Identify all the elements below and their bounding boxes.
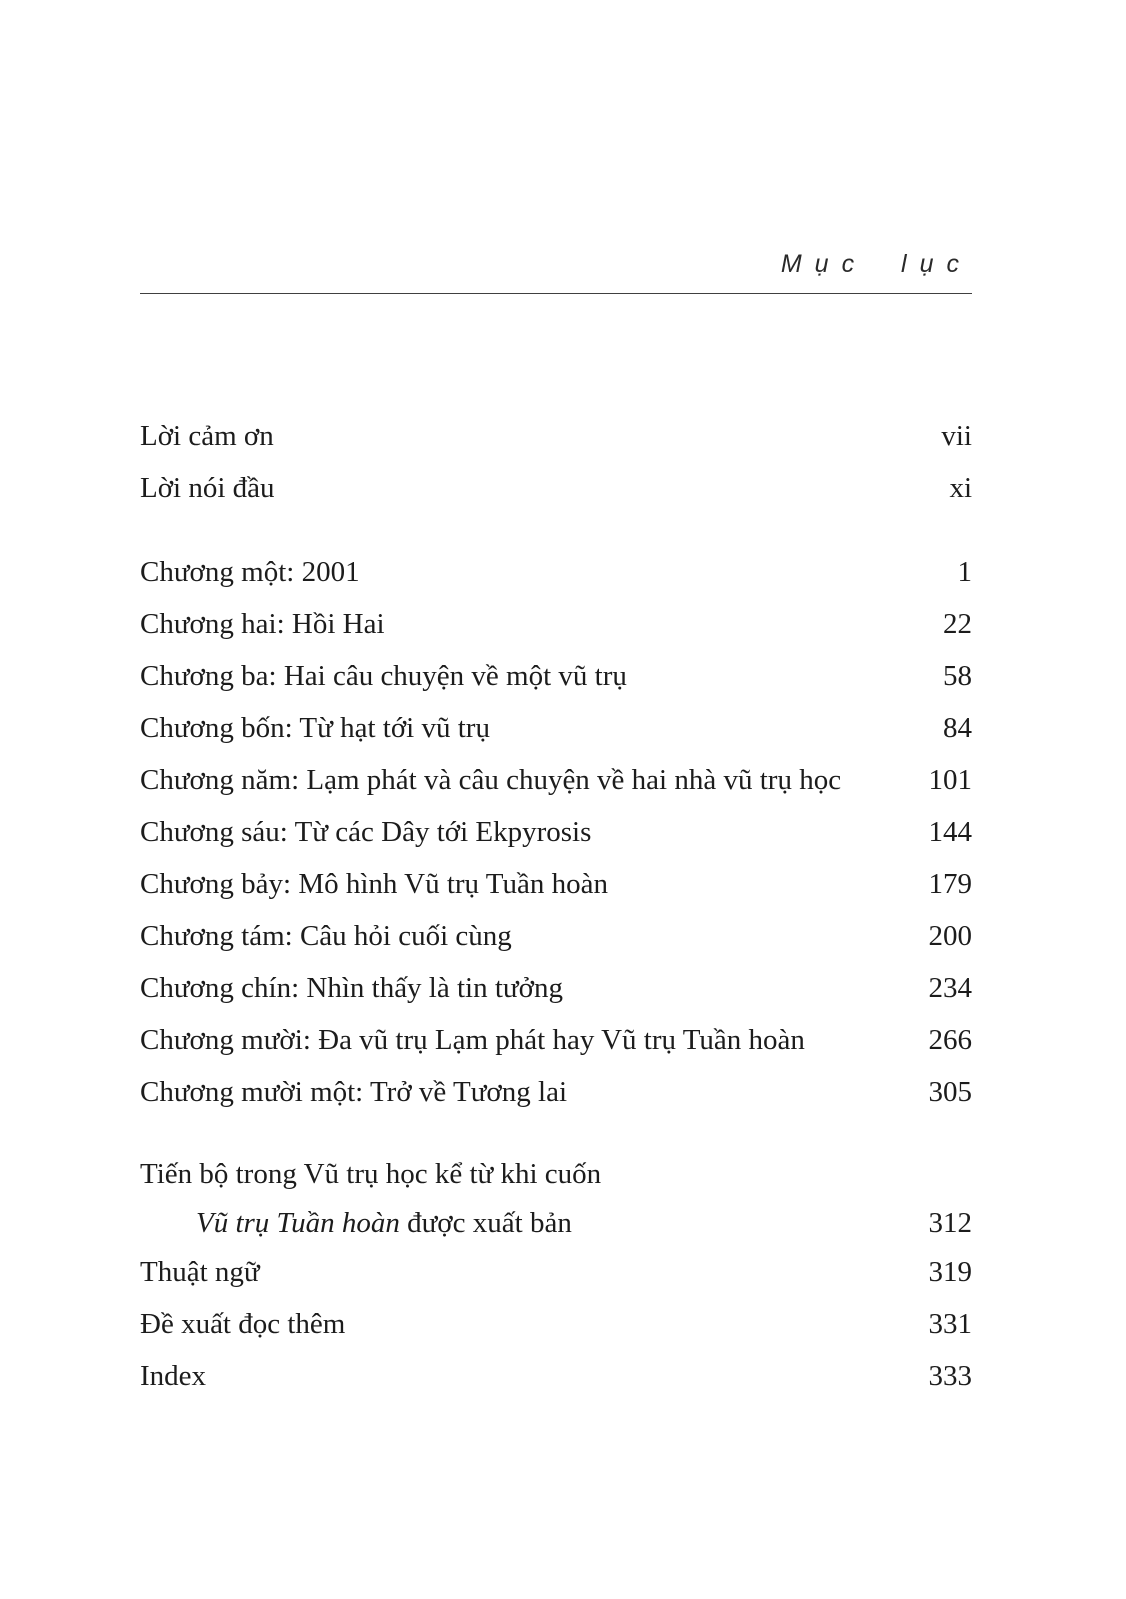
section-gap [140, 514, 972, 546]
toc-entry [140, 1014, 972, 1066]
toc-entry-page: 101 [928, 764, 972, 796]
toc-entry-title: Chương bảy: Mô hình Vũ trụ Tuần hoàn [140, 868, 608, 900]
toc-entry [140, 598, 972, 650]
toc-entry [140, 1246, 972, 1298]
toc-entry-page: 312 [928, 1207, 972, 1239]
toc-entry-page: 84 [943, 712, 972, 744]
toc-entry [140, 858, 972, 910]
toc-entry-page: 305 [928, 1076, 972, 1108]
toc-entry-page: 331 [928, 1308, 972, 1340]
toc-entry-title: Chương ba: Hai câu chuyện về một vũ trụ [140, 660, 627, 692]
toc-entry-page: 200 [928, 920, 972, 952]
toc-entry-page: 179 [928, 868, 972, 900]
toc-entry-title: Chương chín: Nhìn thấy là tin tưởng [140, 972, 563, 1004]
toc-entry-title: Lời nói đầu [140, 472, 275, 504]
section-gap [140, 1118, 972, 1148]
toc-entry [140, 1066, 972, 1118]
toc-entry [140, 754, 972, 806]
header-divider [140, 293, 972, 294]
toc-entry-page: 319 [928, 1256, 972, 1288]
toc-entry-page: 333 [928, 1360, 972, 1392]
toc-entry [140, 410, 972, 462]
toc-entry-title: Chương tám: Câu hỏi cuối cùng [140, 920, 512, 952]
toc-entry [140, 546, 972, 598]
toc-list [140, 410, 972, 1402]
toc-entry-title: Đề xuất đọc thêm [140, 1308, 346, 1340]
toc-entry-title: Lời cảm ơn [140, 420, 274, 452]
toc-entry [140, 462, 972, 514]
toc-entry-page: 1 [957, 556, 972, 588]
book-title-italic: Vũ trụ Tuần hoàn [196, 1207, 400, 1239]
toc-entry-page: 58 [943, 660, 972, 692]
toc-entry-title: Chương sáu: Từ các Dây tới Ekpyrosis [140, 816, 592, 848]
toc-entry [140, 702, 972, 754]
toc-entry-title: Thuật ngữ [140, 1256, 260, 1288]
toc-entry [140, 962, 972, 1014]
toc-entry-page: vii [941, 420, 972, 452]
toc-entry-title: Chương một: 2001 [140, 556, 360, 588]
toc-entry-title: Chương mười: Đa vũ trụ Lạm phát hay Vũ trụ Tuần hoàn [140, 1024, 805, 1056]
toc-entry [140, 1298, 972, 1350]
toc-entry-title-rest: được xuất bản [399, 1207, 572, 1239]
toc-entry-title-continued [196, 1200, 572, 1246]
toc-title: Mục lục [780, 250, 972, 278]
toc-entry-title: Chương hai: Hồi Hai [140, 608, 385, 640]
toc-entry [140, 650, 972, 702]
toc-entry-title: Chương năm: Lạm phát và câu chuyện về hai nhà vũ trụ học [140, 764, 842, 796]
page-header [140, 0, 972, 279]
toc-entry-page: 266 [928, 1024, 972, 1056]
toc-entry-title: Chương mười một: Trở về Tương lai [140, 1076, 567, 1108]
toc-entry [140, 1350, 972, 1402]
toc-entry-page: 22 [943, 608, 972, 640]
toc-entry-continuation [140, 1200, 972, 1246]
toc-entry-page: 144 [928, 816, 972, 848]
toc-entry-page: xi [949, 472, 972, 504]
toc-entry-title: Chương bốn: Từ hạt tới vũ trụ [140, 712, 490, 744]
toc-entry [140, 806, 972, 858]
toc-entry-multiline [140, 1148, 972, 1246]
toc-entry [140, 910, 972, 962]
toc-entry-title: Tiến bộ trong Vũ trụ học kể từ khi cuốn [140, 1158, 602, 1190]
toc-entry-title: Index [140, 1360, 207, 1392]
toc-entry-page: 234 [928, 972, 972, 1004]
